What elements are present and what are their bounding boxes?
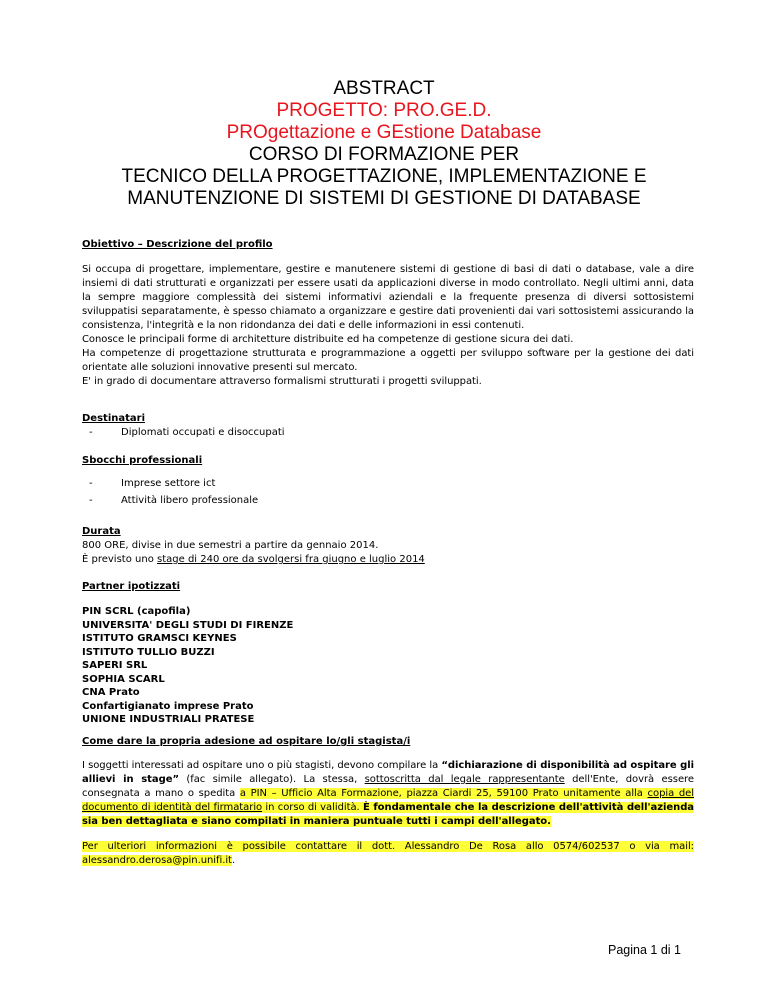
section-destinatari bbox=[82, 412, 694, 440]
section-sbocchi bbox=[82, 454, 694, 508]
list-item: - Attività libero professionale bbox=[89, 495, 259, 506]
list-item: SOPHIA SCARL bbox=[82, 673, 165, 685]
obiettivo-paragraph-3: Ha competenze di progettazione strutturata e programmazione a oggetti per sviluppo software per la gestione dei dati orientate alle soluzioni innovative presenti sul mercato. bbox=[82, 348, 694, 373]
list-item: SAPERI SRL bbox=[82, 660, 148, 671]
section-adesione bbox=[82, 735, 694, 868]
heading-destinatari: Destinatari bbox=[82, 413, 145, 424]
list-item: CNA Prato bbox=[82, 687, 140, 698]
obiettivo-paragraph-4: E' in grado di documentare attraverso formalismi strutturati i progetti sviluppati. bbox=[82, 376, 482, 387]
obiettivo-paragraph-2: Conosce le principali forme di architetture distribuite ed ha competenze di gestione sicura dei dati. bbox=[82, 334, 574, 345]
heading-adesione: Come dare la propria adesione ad ospitare lo/gli stagista/i bbox=[82, 736, 411, 747]
durata-hours: 800 ORE, divise in due semestri a partire da gennaio 2014. bbox=[82, 540, 379, 551]
title-block bbox=[0, 78, 768, 210]
title-project-expansion: PROgettazione e GEstione Database bbox=[226, 122, 542, 143]
list-item: UNIONE INDUSTRIALI PRATESE bbox=[82, 714, 255, 725]
title-course: CORSO DI FORMAZIONE PER bbox=[248, 144, 520, 165]
list-item: PIN SCRL (capofila) bbox=[82, 606, 191, 617]
list-item: UNIVERSITA' DEGLI STUDI DI FIRENZE bbox=[82, 619, 294, 631]
section-durata bbox=[82, 525, 694, 567]
adesione-paragraph: I soggetti interessati ad ospitare uno o più stagisti, devono compilare la “dichiarazione di disponibilità ad ospitare gli allievi in stage” (fac simile allegato). La stessa, sottoscritta dal legale rappresentante dell'Ente, dovrà essere consegnata a mano o spedita a PIN – Ufficio Alta Formazione, piazza Ciardi 25, 59100 Prato unitamente alla copia del documento di identità del firmatario in corso di validità. È fondamentale che la descrizione dell'attività dell'azienda sia ben dettagliata e siano compilati in maniera puntuale tutti i campi dell'allegato. bbox=[82, 760, 695, 827]
contact-paragraph: Per ulteriori informazioni è possibile contattare il dott. Alessandro De Rosa allo 0574/602537 o via mail: alessandro.derosa@pin.unifi.it. bbox=[82, 841, 694, 866]
partner-list bbox=[82, 605, 694, 727]
title-abstract: ABSTRACT bbox=[333, 78, 435, 99]
bullet-dash-icon: - bbox=[89, 478, 93, 489]
heading-sbocchi: Sbocchi professionali bbox=[82, 455, 203, 466]
list-item: - Imprese settore ict bbox=[89, 478, 216, 489]
list-item: - Diplomati occupati e disoccupati bbox=[89, 427, 285, 438]
title-project: PROGETTO: PRO.GE.D. bbox=[276, 100, 492, 121]
durata-stage: È previsto uno stage di 240 ore da svolgersi fra giugno e luglio 2014 bbox=[82, 554, 425, 565]
section-partner bbox=[82, 580, 694, 727]
list-item: ISTITUTO GRAMSCI KEYNES bbox=[82, 633, 237, 644]
bullet-dash-icon: - bbox=[89, 495, 93, 506]
page-number: Pagina 1 di 1 bbox=[608, 943, 681, 957]
list-item: Confartigianato imprese Prato bbox=[82, 700, 254, 712]
heading-partner: Partner ipotizzati bbox=[82, 581, 181, 592]
heading-durata: Durata bbox=[82, 526, 121, 537]
list-item: ISTITUTO TULLIO BUZZI bbox=[82, 646, 215, 658]
bullet-dash-icon: - bbox=[89, 427, 93, 438]
heading-obiettivo: Obiettivo – Descrizione del profilo bbox=[82, 239, 273, 250]
section-obiettivo bbox=[82, 238, 694, 389]
title-profile-line2: MANUTENZIONE DI SISTEMI DI GESTIONE DI DATABASE bbox=[127, 188, 641, 209]
title-profile-line1: TECNICO DELLA PROGETTAZIONE, IMPLEMENTAZIONE E bbox=[121, 166, 647, 187]
obiettivo-paragraph-1: Si occupa di progettare, implementare, gestire e manutenere sistemi di gestione di basi di dati o database, vale a dire insiemi di dati strutturati e organizzati per essere usati da applicazioni diverse in modo controllato. Negli ultimi anni, data la sempre maggiore complessità dei sistemi informativi aziendali e la frequente presenza di diversi sottosistemi sviluppatisi separatamente, è spesso chiamato a organizzare e gestire dati provenienti dai vari sottosistemi assicurando la consistenza, l'integrità e la non ridondanza dei dati e delle informazioni in essi contenuti. bbox=[82, 264, 694, 331]
